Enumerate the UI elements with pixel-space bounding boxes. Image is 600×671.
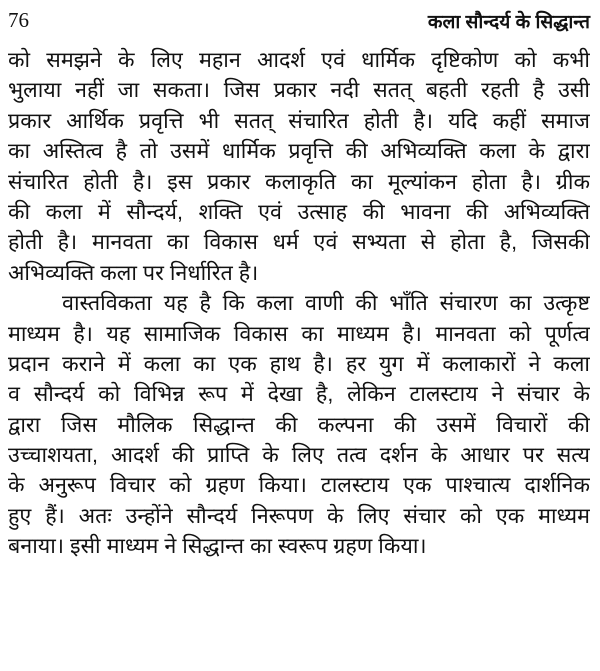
text-line: हुए हैं। अतः उन्होंने सौन्दर्य निरूपण के लिए संचार को एक माध्यम (8, 503, 590, 528)
text-line: वास्तविकता यह है कि कला वाणी की भाँति संचारण का उत्कृष्ट (62, 291, 590, 316)
text-line: संचारित होती है। इस प्रकार कलाकृति का मूल्यांकन होता है। ग्रीक (8, 169, 590, 194)
paragraph-1 (8, 45, 590, 288)
text-line: माध्यम है। यह सामाजिक विकास का माध्यम है। मानवता को पूर्णत्व (8, 321, 590, 346)
text-line: भुलाया नहीं जा सकता। जिस प्रकार नदी सतत् बहती रहती है उसी (8, 78, 590, 103)
text-line: प्रकार आर्थिक प्रवृत्ति भी सतत् संचारित होती है। यदि कहीं समाज (8, 108, 590, 133)
body-text (8, 45, 590, 562)
page-header (8, 6, 590, 36)
text-line: व सौन्दर्य को विभिन्न रूप में देखा है, लेकिन टालस्टाय ने संचार के (8, 382, 590, 407)
page-number: 76 (8, 8, 29, 32)
text-line: द्वारा जिस मौलिक सिद्धान्त की कल्पना की उसमें विचारों की (8, 412, 590, 437)
paragraph-2 (8, 288, 590, 562)
running-title: कला सौन्दर्य के सिद्धान्त (427, 12, 590, 33)
text-line: अभिव्यक्ति कला पर निर्धारित है। (8, 260, 259, 285)
text-line: उच्चाशयता, आदर्श की प्राप्ति के लिए तत्व दर्शन के आधार पर सत्य (8, 443, 590, 468)
text-line: की कला में सौन्दर्य, शक्ति एवं उत्साह की भावना की अभिव्यक्ति (8, 199, 590, 224)
text-line: प्रदान कराने में कला का एक हाथ है। हर युग में कलाकारों ने कला (8, 351, 590, 376)
text-line: के अनुरूप विचार को ग्रहण किया। टालस्टाय एक पाश्चात्य दार्शनिक (8, 473, 590, 498)
text-line: को समझने के लिए महान आदर्श एवं धार्मिक दृष्टिकोण को कभी (8, 48, 590, 72)
text-line: होती है। मानवता का विकास धर्म एवं सभ्यता से होता है, जिसकी (8, 230, 590, 255)
text-line: बनाया। इसी माध्यम ने सिद्धान्त का स्वरूप ग्रहण किया। (8, 534, 427, 559)
text-line: का अस्तित्व है तो उसमें धार्मिक प्रवृत्ति की अभिव्यक्ति कला के द्वारा (8, 139, 590, 164)
